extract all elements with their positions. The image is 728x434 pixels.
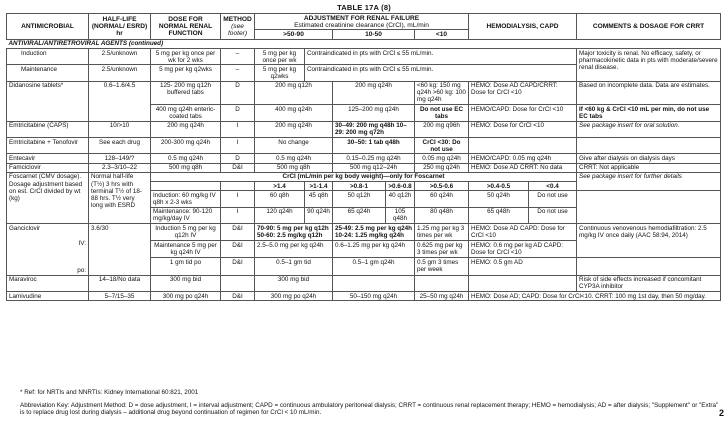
- normal-dose: 200-300 mg q24h: [151, 137, 221, 153]
- method-label: METHOD: [223, 15, 252, 23]
- half-life: 10/>10: [89, 121, 151, 137]
- method: D&I: [221, 241, 255, 258]
- hemo-capd: HEMO: Dose AD CAPD: Dose for CrCl <10: [469, 224, 577, 241]
- dose-cell: Do not use: [529, 207, 577, 223]
- adjustment-sub: Estimated creatinine clearance (CrCl), mL/min: [294, 21, 429, 29]
- drug-name: Famciclovir: [7, 163, 89, 172]
- method: I: [221, 121, 255, 137]
- method: I: [221, 137, 255, 153]
- foscarnet-header: CrCl (mL/min per kg body weight)—only for Foscarnet: [151, 172, 577, 181]
- dose-cell: 90 q24h: [305, 207, 333, 223]
- dose-cell: 45 q8h: [305, 191, 333, 207]
- col-hemo: HEMODIALYSIS, CAPD: [469, 14, 577, 40]
- half-life: 128–149/?: [89, 154, 151, 163]
- hemo-capd: HEMO: 0.6 mg per kg AD CAPD: Dose for CrCl <10: [469, 241, 577, 258]
- page-number: 2: [718, 408, 724, 418]
- table-row: [7, 121, 721, 137]
- dose-10-50: 0.5–1 gm q24h: [333, 258, 415, 275]
- normal-dose: 400 mg q24h enteric-coated tabs: [151, 105, 221, 121]
- dose-10-50: 0.15–0.25 mg q24h: [333, 154, 415, 163]
- dose-cell: 50 q12h: [333, 191, 386, 207]
- hemo-capd: HEMO: Dose AD CAPD/CRRT: Dose for CrCl <10: [469, 81, 577, 104]
- drug-name: Emtricitabine (CAPS): [7, 121, 89, 137]
- col-antimicrobial: ANTIMICROBIAL: [7, 14, 89, 40]
- col-10-50: 10-50: [333, 30, 415, 39]
- table-row: [7, 163, 721, 172]
- footnotes: [20, 389, 720, 422]
- dose-gt50: 300 mg bid: [255, 275, 333, 291]
- method: D&I: [221, 163, 255, 172]
- drug-name: Foscarnet (CMV dosage). Dosage adjustment based on est. CrCl divided by wt (kg): [7, 172, 89, 223]
- route-iv: IV:: [78, 239, 86, 247]
- normal-dose: 300 mg bid: [151, 275, 221, 291]
- drug-name: Maintenance: [7, 65, 89, 81]
- table-row: [7, 172, 721, 181]
- crcl-col: >0.5-0.6: [415, 182, 469, 191]
- method: I: [221, 191, 255, 207]
- dose-10-50: 0.6–1.25 mg per kg q24h: [333, 241, 415, 258]
- adjustment-label: ADJUSTMENT FOR RENAL FAILURE: [303, 14, 420, 22]
- crcl-col: >1.4: [255, 182, 305, 191]
- normal-dose: 300 mg po q24h: [151, 292, 221, 301]
- dose-10-50: 30–49: 200 mg q48h 10–29: 200 mg q72h: [333, 121, 415, 137]
- normal-dose: 5 mg per kg q2wks: [151, 65, 221, 81]
- col-gt50: >50-90: [255, 30, 333, 39]
- drug-name: Emtricitabine + Tenofovir: [7, 137, 89, 153]
- dose-cell: 65 q24h: [333, 207, 386, 223]
- dose-cell: 60 q24h: [415, 191, 469, 207]
- hemo-capd: HEMO/CAPD: Dose for CrCl <10: [469, 105, 577, 121]
- method: D&I: [221, 292, 255, 301]
- normal-dose: 500 mg q8h: [151, 163, 221, 172]
- normal-dose: 125- 200 mg q12h buffered tabs: [151, 81, 221, 104]
- drug-name: Entecavir: [7, 154, 89, 163]
- hemo-capd: HEMO: Dose AD CRRT: No data: [469, 163, 577, 172]
- drug-name: Maraviroc: [7, 275, 89, 291]
- crcl-col: <0.4: [529, 182, 577, 191]
- dose-gt50: 0.5 mg q24h: [255, 154, 333, 163]
- header-row: [7, 14, 721, 30]
- normal-dose: 1 gm tid po: [151, 258, 221, 275]
- renal-dosing-table: [6, 13, 721, 301]
- normal-dose: 200 mg q24h: [151, 121, 221, 137]
- dose-cell: 40 q12h: [386, 191, 415, 207]
- col-adjustment: [255, 14, 469, 30]
- table-row: [7, 224, 721, 241]
- dose-lt10: 1.25 mg per kg 3 times per wk: [415, 224, 469, 241]
- half-life: 2.5/unknown: [89, 65, 151, 81]
- comment: Major toxicity is renal. No efficacy, safety, or pharmacokinetic data in pts with moderate/severe renal disease.: [577, 48, 721, 81]
- dose-cell: 65 q48h: [469, 207, 529, 223]
- dose-cell: 120 q24h: [255, 207, 305, 223]
- comment: See package insert for oral solution.: [577, 121, 721, 137]
- half-life: 3.6/30: [89, 224, 151, 275]
- dose-lt10: 200 mg q96h: [415, 121, 469, 137]
- dose-gt50: 5 mg per kg once per wk: [255, 48, 305, 64]
- drug-name: Didanosine tablets*: [7, 81, 89, 121]
- half-life: 2.5/unknown: [89, 48, 151, 64]
- dose-gt50: 500 mg q8h: [255, 163, 333, 172]
- dose-10-50: 200 mg q24h: [333, 81, 415, 104]
- dose-gt50: No change: [255, 137, 333, 153]
- comment: Based on incomplete data. Data are estimates.: [577, 81, 721, 104]
- hemo-capd: HEMO: Dose AD; CAPD: Dose for CrCl<10. CRRT: 100 mg 1st day, then 50 mg/day.: [469, 292, 721, 301]
- contraindication: Contraindicated in pts with CrCl ≤ 55 mL/min.: [305, 65, 577, 81]
- dose-lt10: 25–50 mg q24h: [415, 292, 469, 301]
- dose-gt50: 70-90: 5 mg per kg q12h 50-60: 2.5 mg/kg q12h: [255, 224, 333, 241]
- normal-dose: Induction 5 mg per kg q12h IV: [151, 224, 221, 241]
- normal-dose: 5 mg per kg once per wk for 2 wks: [151, 48, 221, 64]
- dose-gt50: 300 mg po q24h: [255, 292, 333, 301]
- normal-dose: Induction: 60 mg/kg IV q8h x 2-3 wks: [151, 191, 221, 207]
- dose-lt10: Do not use EC tabs: [415, 105, 469, 121]
- footnote-ref: * Ref: for NRTIs and NNRTIs: Kidney International 60:821, 2001: [20, 389, 199, 396]
- route-po: po:: [77, 266, 86, 274]
- method: D: [221, 81, 255, 104]
- method: D: [221, 154, 255, 163]
- half-life: Normal half-life (T½) 3 hrs with terminal T½ of 18-88 hrs. T½ very long with ESRD: [89, 172, 151, 223]
- crcl-col: >0.4-0.5: [469, 182, 529, 191]
- footnote-abbrev: Abbreviation Key: Adjustment Method: D = dose adjustment, I = interval adjustment; CAPD = continuous ambulatory peritoneal dialysis; CRRT = continuous renal replacement therapy; HEMO = hemodialysis; AD = after dialysis; "Supplement" or "Extra" is to replace drug lost during dialysis – additional drug beyond continuation of regimen for CrCl < 10 mL/min.: [20, 401, 719, 417]
- dose-lt10: 250 mg q24h: [415, 163, 469, 172]
- drug-name: [7, 224, 89, 275]
- table-row: [7, 81, 721, 104]
- method: D&I: [221, 224, 255, 241]
- normal-dose: 0.5 mg q24h: [151, 154, 221, 163]
- drug-name-text: Ganciclovir: [9, 224, 41, 232]
- dose-cell: 105 q48h: [386, 207, 415, 223]
- half-life: 5–7/15–35: [89, 292, 151, 301]
- method: I: [221, 207, 255, 223]
- contraindication: Contraindicated in pts with CrCl ≤ 55 mL/min.: [305, 48, 577, 64]
- comment: CRRT: Not applicable: [577, 163, 721, 172]
- dose-10-50: 50–150 mg q24h: [333, 292, 415, 301]
- method: –: [221, 65, 255, 81]
- half-life: 0.6–1.6/4.5: [89, 81, 151, 121]
- dose-cell: Do not use: [529, 191, 577, 207]
- comment: Give after dialysis on dialysis days: [577, 154, 721, 163]
- dose-gt50: 200 mg q24h: [255, 121, 333, 137]
- col-comments: COMMENTS & DOSAGE FOR CRRT: [577, 14, 721, 40]
- comment: Risk of side effects increased if concomitant CYP3A inhibitor: [577, 275, 721, 291]
- section-row: [7, 39, 721, 48]
- section-title: ANTIVIRAL/ANTIRETROVIRAL AGENTS (continued): [7, 39, 721, 48]
- method: –: [221, 48, 255, 64]
- hemo-capd: HEMO: Dose for CrCl <10: [469, 121, 577, 137]
- dose-gt50: 2.5–5.0 mg per kg q24h: [255, 241, 333, 258]
- dose-gt50: 400 mg q24h: [255, 105, 333, 121]
- normal-dose: Maintenance 5 mg per kg q24h IV: [151, 241, 221, 258]
- dose-cell: 50 q24h: [469, 191, 529, 207]
- hemo-capd: HEMO: 0.5 gm AD: [469, 258, 577, 275]
- crcl-col: >0.8-1: [333, 182, 386, 191]
- col-lt10: <10: [415, 30, 469, 39]
- table-title: TABLE 17A (8): [337, 3, 391, 12]
- crcl-col: >0.6-0.8: [386, 182, 415, 191]
- half-life: 2.3–3/10–22: [89, 163, 151, 172]
- dose-gt50: 5 mg per kg q2wks: [255, 65, 305, 81]
- hemo-capd: HEMO/CAPD: 0.05 mg q24h: [469, 154, 577, 163]
- method-sub: (see footer): [227, 22, 248, 37]
- dose-10-50: 500 mg q12–24h: [333, 163, 415, 172]
- dose-10-50: 30–50: 1 tab q48h: [333, 137, 415, 153]
- drug-name: Lamivudine: [7, 292, 89, 301]
- dose-lt10: <60 kg: 150 mg q24h >60 kg: 100 mg q24h: [415, 81, 469, 104]
- half-life: 14–18/No data: [89, 275, 151, 291]
- col-method: [221, 14, 255, 40]
- col-half-life: HALF-LIFE (NORMAL/ ESRD) hr: [89, 14, 151, 40]
- table-row: [7, 275, 721, 291]
- col-dose-normal: DOSE FOR NORMAL RENAL FUNCTION: [151, 14, 221, 40]
- half-life: See each drug: [89, 137, 151, 153]
- dose-10-50: 125–200 mg q24h: [333, 105, 415, 121]
- dose-lt10: 0.5 gm 3 times per week: [415, 258, 469, 275]
- dose-lt10: CrCl <30: Do not use: [415, 137, 469, 153]
- table-row: [7, 292, 721, 301]
- dose-10-50: 25-49: 2.5 mg per kg q24h 10-24: 1.25 mg/kg q24h: [333, 224, 415, 241]
- table-row: [7, 137, 721, 153]
- normal-dose: Maintenance: 90-120 mg/kg/day IV: [151, 207, 221, 223]
- dose-gt50: 0.5–1 gm tid: [255, 258, 333, 275]
- method: D: [221, 105, 255, 121]
- dose-cell: 60 q8h: [255, 191, 305, 207]
- table-row: [7, 48, 721, 64]
- table-row: [7, 154, 721, 163]
- comment: See package insert for further details: [577, 172, 721, 191]
- crcl-col: >1-1.4: [305, 182, 333, 191]
- dose-lt10: 0.625 mg per kg 3 times per wk: [415, 241, 469, 258]
- dose-cell: 80 q48h: [415, 207, 469, 223]
- drug-name: Induction: [7, 48, 89, 64]
- dose-lt10: 0.05 mg q24h: [415, 154, 469, 163]
- method: D&I: [221, 258, 255, 275]
- comment: Continuous venovenous hemodiafiltration: 2.5 mg/kg IV once daily (AAC 58:94, 2014): [577, 224, 721, 258]
- comment: If <60 kg & CrCl <10 mL per min, do not use EC tabs: [577, 105, 721, 121]
- dose-gt50: 200 mg q12h: [255, 81, 333, 104]
